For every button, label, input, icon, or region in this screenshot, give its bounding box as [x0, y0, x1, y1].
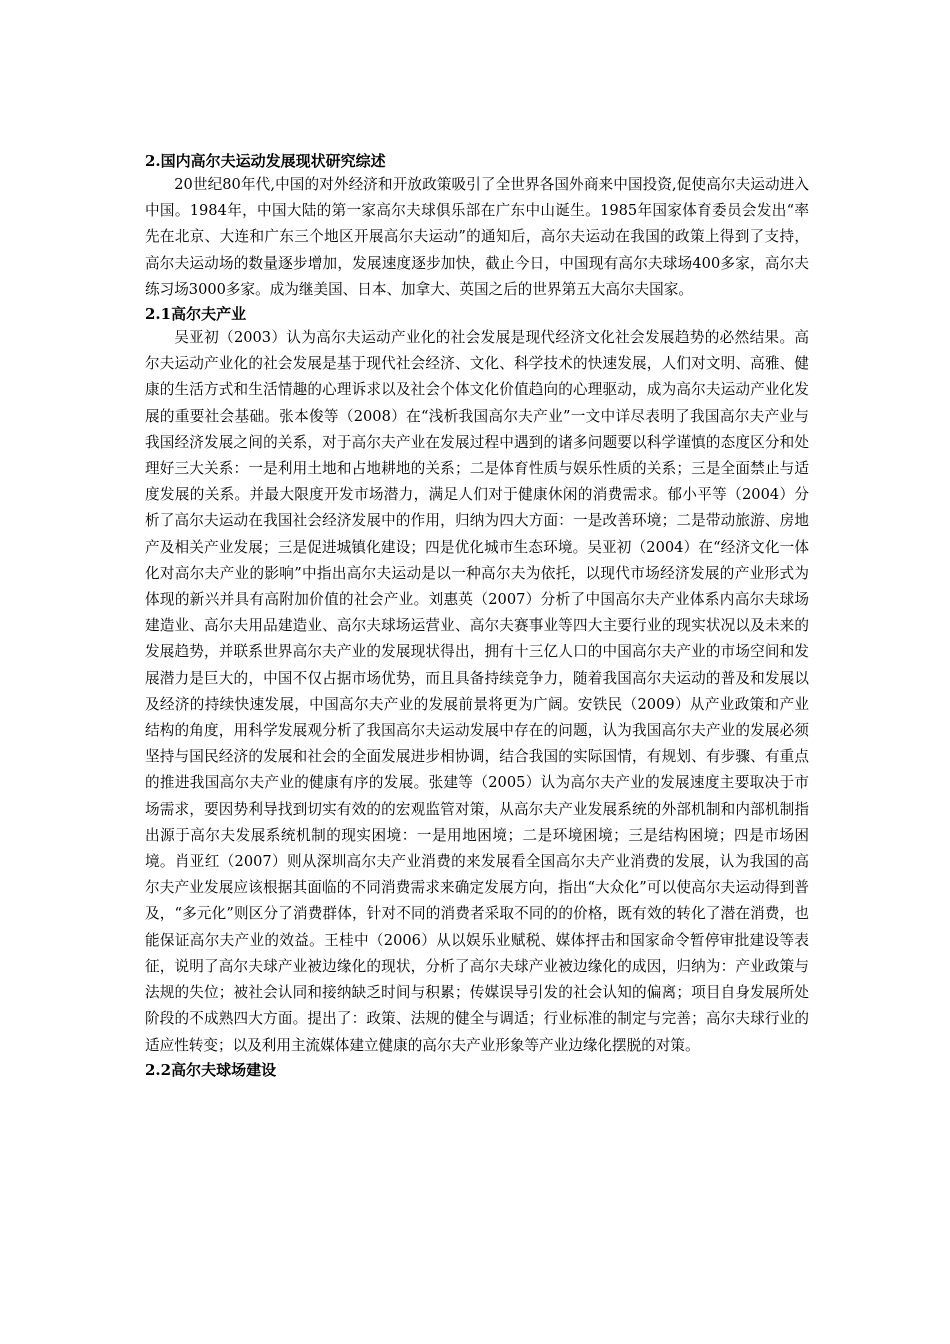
section-heading-2-1: 2.1高尔夫产业	[145, 305, 247, 324]
section-heading-2: 2.国内高尔夫运动发展现状研究综述	[145, 152, 386, 170]
document-content	[145, 150, 809, 1081]
section-2-1-paragraph: 吴亚初（2003）认为高尔夫运动产业化的社会发展是现代经济文化社会发展趋势的必然结果。高尔夫运动产业化的社会发展是基于现代社会经济、文化、科学技术的快速发展，人们对文明、高雅、健康的生活方式和生活情趣的心理诉求以及社会个体文化价值趋向的心理驱动，成为高尔夫运动产业化发展的重要社会基础。张本俊等（2008）在“浅析我国高尔夫产业”一文中详尽表明了我国高尔夫产业与我国经济发展之间的关系，对于高尔夫产业在发展过程中遇到的诸多问题要以科学谨慎的态度区分和处理好三大关系：一是利用土地和占地耕地的关系；二是体育性质与娱乐性质的关系；三是全面禁止与适度发展的关系。并最大限度开发市场潜力，满足人们对于健康休闲的消费需求。郁小平等（2004）分析了高尔夫运动在我国社会经济发展中的作用，归纳为四大方面：一是改善环境；二是带动旅游、房地产及相关产业发展；三是促进城镇化建设；四是优化城市生态环境。吴亚初（2004）在“经济文化一体化对高尔夫产业的影响”中指出高尔夫运动是以一种高尔夫为依托，以现代市场经济发展的产业形式为体现的新兴并具有高附加价值的社会产业。刘惠英（2007）分析了中国高尔夫产业体系内高尔夫球场建造业、高尔夫用品建造业、高尔夫球场运营业、高尔夫赛事业等四大主要行业的现实状况以及未来的发展趋势，并联系世界高尔夫产业的发展现状得出，拥有十三亿人口的中国高尔夫产业的市场空间和发展潜力是巨大的，中国不仅占据市场优势，而且具备持续竞争力，随着我国高尔夫运动的普及和发展以及经济的持续快速发展，中国高尔夫产业的发展前景将更为广阔。安铁民（2009）从产业政策和产业结构的角度，用科学发展观分析了我国高尔夫运动发展中存在的问题，认为我国高尔夫产业的发展必须坚持与国民经济的发展和社会的全面发展进步相协调，结合我国的实际国情，有规划、有步骤、有重点的推进我国高尔夫产业的健康有序的发展。张建等（2005）认为高尔夫产业的发展速度主要取决于市场需求，要因势利导找到切实有效的的宏观监管对策，从高尔夫产业发展系统的外部机制和内部机制指出源于高尔夫发展系统机制的现实困境：一是用地困境；二是环境困境；三是结构困境；四是市场困境。肖亚红（2007）则从深圳高尔夫产业消费的来发展看全国高尔夫产业消费的发展，认为我国的高尔夫产业发展应该根据其面临的不同消费需求来确定发展方向，指出“大众化”可以使高尔夫运动得到普及，“多元化”则区分了消费群体，针对不同的消费者采取不同的的价格，既有效的转化了潜在消费，也能保证高尔夫产业的效益。王桂中（2006）从以娱乐业赋税、媒体抨击和国家命令暂停审批建设等表征，说明了高尔夫球产业被边缘化的现状，分析了高尔夫球产业被边缘化的成因，归纳为：产业政策与法规的失位；被社会认同和接纳缺乏时间与积累；传媒误导引发的社会认知的偏离；项目自身发展所处阶段的不成熟四大方面。提出了：政策、法规的健全与调适；行业标准的制定与完善；高尔夫球行业的适应性转变；以及利用主流媒体建立健康的高尔夫产业形象等产业边缘化摆脱的对策。	[145, 329, 809, 1054]
section-heading-2-2: 2.2高尔夫球场建设	[145, 1060, 277, 1079]
section-2-paragraph: 20世纪80年代,中国的对外经济和开放政策吸引了全世界各国外商来中国投资,促使高尔夫运动进入中国。1984年，中国大陆的第一家高尔夫球俱乐部在广东中山诞生。1985年国家体育委员会发出“率先在北京、大连和广东三个地区开展高尔夫运动”的通知后，高尔夫运动在我国的政策上得到了支持，高尔夫运动场的数量逐步增加，发展速度逐步加快，截止今日，中国现有高尔夫球场400多家，高尔夫练习场3000多家。成为继美国、日本、加拿大、英国之后的世界第五大高尔夫国家。	[145, 176, 809, 298]
